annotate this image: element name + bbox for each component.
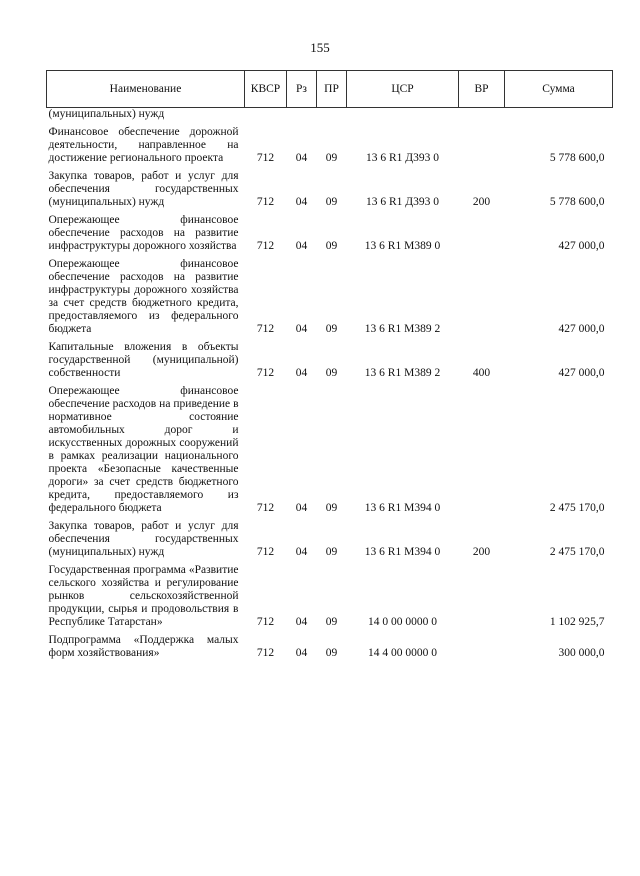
row-vr [459,123,505,167]
row-name: Опережающее финансовое обеспечение расходов на приведение в нормативное состояние автомобильных дорог и искусственных дорожных сооружений в рамках реализации национального проекта «Безопасные качественные дороги» за счет средств бюджетного кредита, предоставляемого из федерального бюджета [48,385,239,514]
row-pr: 09 [325,196,338,208]
row-rz: 04 [295,240,308,252]
row-vr [459,211,505,255]
row-name: Государственная программа «Развитие сельского хозяйства и регулирование рынков сельскохозяйственной продукции, сырья и продовольствия в Республике Татарстан» [48,564,239,628]
row-csr [347,108,459,124]
table-row [47,255,613,338]
row-sum: 427 000,0 [558,323,605,335]
row-csr: 14 4 00 0000 0 [368,647,437,659]
header-csr: ЦСР [347,71,459,108]
row-rz: 04 [295,152,308,164]
table-row [47,211,613,255]
row-kvsr: 712 [256,367,275,379]
row-csr: 13 6 R1 М389 0 [364,240,441,252]
row-sum: 5 778 600,0 [549,196,605,208]
table-row [47,167,613,211]
table-row [47,108,613,124]
row-vr [459,561,505,631]
row-csr: 13 6 R1 М389 2 [364,323,441,335]
row-vr [459,255,505,338]
row-sum: 427 000,0 [558,240,605,252]
row-pr [317,108,347,124]
row-kvsr [245,108,287,124]
page-number: 155 [310,40,330,55]
row-pr: 09 [325,367,338,379]
row-rz [287,108,317,124]
row-pr: 09 [325,502,338,514]
row-sum: 5 778 600,0 [549,152,605,164]
row-pr: 09 [325,546,338,558]
row-kvsr: 712 [256,546,275,558]
table-row [47,517,613,561]
header-rz: Рз [287,71,317,108]
row-pr: 09 [325,647,338,659]
row-kvsr: 712 [256,647,275,659]
header-sum: Сумма [505,71,613,108]
row-name: Опережающее финансовое обеспечение расходов на развитие инфраструктуры дорожного хозяйства за счет средств бюджетного кредита, предоставляемого из федерального бюджета [48,258,239,335]
row-vr [459,382,505,517]
table-row [47,382,613,517]
budget-table [46,70,613,662]
row-sum: 300 000,0 [558,647,605,659]
row-rz: 04 [295,367,308,379]
row-sum: 2 475 170,0 [549,546,605,558]
row-name: Опережающее финансовое обеспечение расходов на развитие инфраструктуры дорожного хозяйства [48,214,239,252]
row-kvsr: 712 [256,152,275,164]
row-vr: 200 [472,196,491,208]
row-vr [459,108,505,124]
row-rz: 04 [295,323,308,335]
header-pr: ПР [317,71,347,108]
row-sum [505,108,613,124]
row-vr: 200 [472,546,491,558]
row-sum: 427 000,0 [558,367,605,379]
row-name: Финансовое обеспечение дорожной деятельности, направленное на достижение регионального проекта [48,126,239,164]
table-row [47,123,613,167]
row-kvsr: 712 [256,323,275,335]
row-pr: 09 [325,152,338,164]
row-vr [459,631,505,662]
table-header [47,71,613,108]
header-name: Наименование [47,71,245,108]
row-rz: 04 [295,196,308,208]
row-name: Подпрограмма «Поддержка малых форм хозяйствования» [48,634,239,659]
row-kvsr: 712 [256,616,275,628]
row-name: Закупка товаров, работ и услуг для обеспечения государственных (муниципальных) нужд [48,520,239,558]
header-vr: ВР [459,71,505,108]
row-csr: 14 0 00 0000 0 [368,616,437,628]
row-name: Капитальные вложения в объекты государственной (муниципальной) собственности [48,341,239,379]
table-row [47,631,613,662]
row-csr: 13 6 R1 М394 0 [364,546,441,558]
row-pr: 09 [325,323,338,335]
row-rz: 04 [295,647,308,659]
row-csr: 13 6 R1 Д393 0 [365,152,439,164]
row-csr: 13 6 R1 М394 0 [364,502,441,514]
row-kvsr: 712 [256,502,275,514]
row-vr: 400 [472,367,491,379]
table-row [47,561,613,631]
row-sum: 2 475 170,0 [549,502,605,514]
row-rz: 04 [295,546,308,558]
row-csr: 13 6 R1 Д393 0 [365,196,439,208]
table-row [47,338,613,382]
row-kvsr: 712 [256,196,275,208]
row-kvsr: 712 [256,240,275,252]
row-pr: 09 [325,616,338,628]
header-kvsr: КВСР [245,71,287,108]
row-rz: 04 [295,502,308,514]
row-rz: 04 [295,616,308,628]
row-sum: 1 102 925,7 [549,616,605,628]
row-csr: 13 6 R1 М389 2 [364,367,441,379]
row-name: Закупка товаров, работ и услуг для обеспечения государственных (муниципальных) нужд [48,170,239,208]
row-pr: 09 [325,240,338,252]
row-name: (муниципальных) нужд [48,108,165,120]
